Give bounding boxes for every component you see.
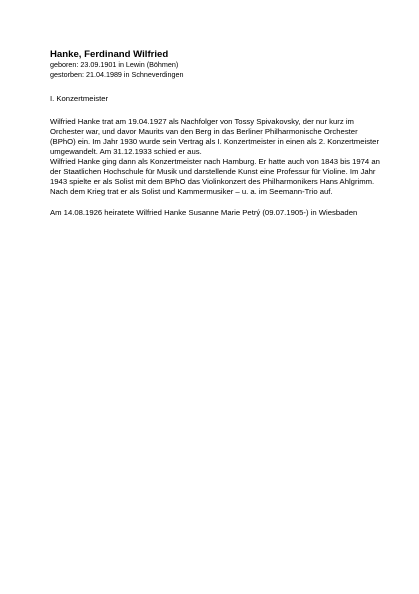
death-info: gestorben: 21.04.1989 in Schneverdingen [50,69,184,79]
birth-info: geboren: 23.09.1901 in Lewin (Böhmen) [50,60,179,69]
document-page [50,49,385,218]
marriage-paragraph: Am 14.08.1926 heiratete Wilfried Hanke Susanne Marie Petrý (09.07.1905-) in Wiesbaden [50,208,358,217]
biography-paragraph-2: Wilfried Hanke ging dann als Konzertmeister nach Hamburg. Er hatte auch von 1843 bis 1974 an der Staatlichen Hochschule für Musik und darstellende Kunst eine Professur für Violine. Im Jahr 1943 spielte er als Solist mit dem BPhO das Violinkonzert des Philharmonikers Hans Ahlgrimm. Nach dem Krieg trat er als Solist und Kammermusiker – u. a. im Seemann-Trio auf. [50,157,380,196]
position-title: I. Konzertmeister [50,94,109,103]
person-name: Hanke, Ferdinand Wilfried [50,49,169,60]
biography-paragraph-1: Wilfried Hanke trat am 19.04.1927 als Nachfolger von Tossy Spivakovsky, der nur kurz im Orchester war, und davor Maurits van den Berg in das Berliner Philharmonische Orchester (BPhO) ein. Im Jahr 1930 wurde sein Vertrag als I. Konzertmeister in einen als 2. Konzertmeister umgewandelt. Am 31.12.1933 schied er aus. [50,117,380,156]
